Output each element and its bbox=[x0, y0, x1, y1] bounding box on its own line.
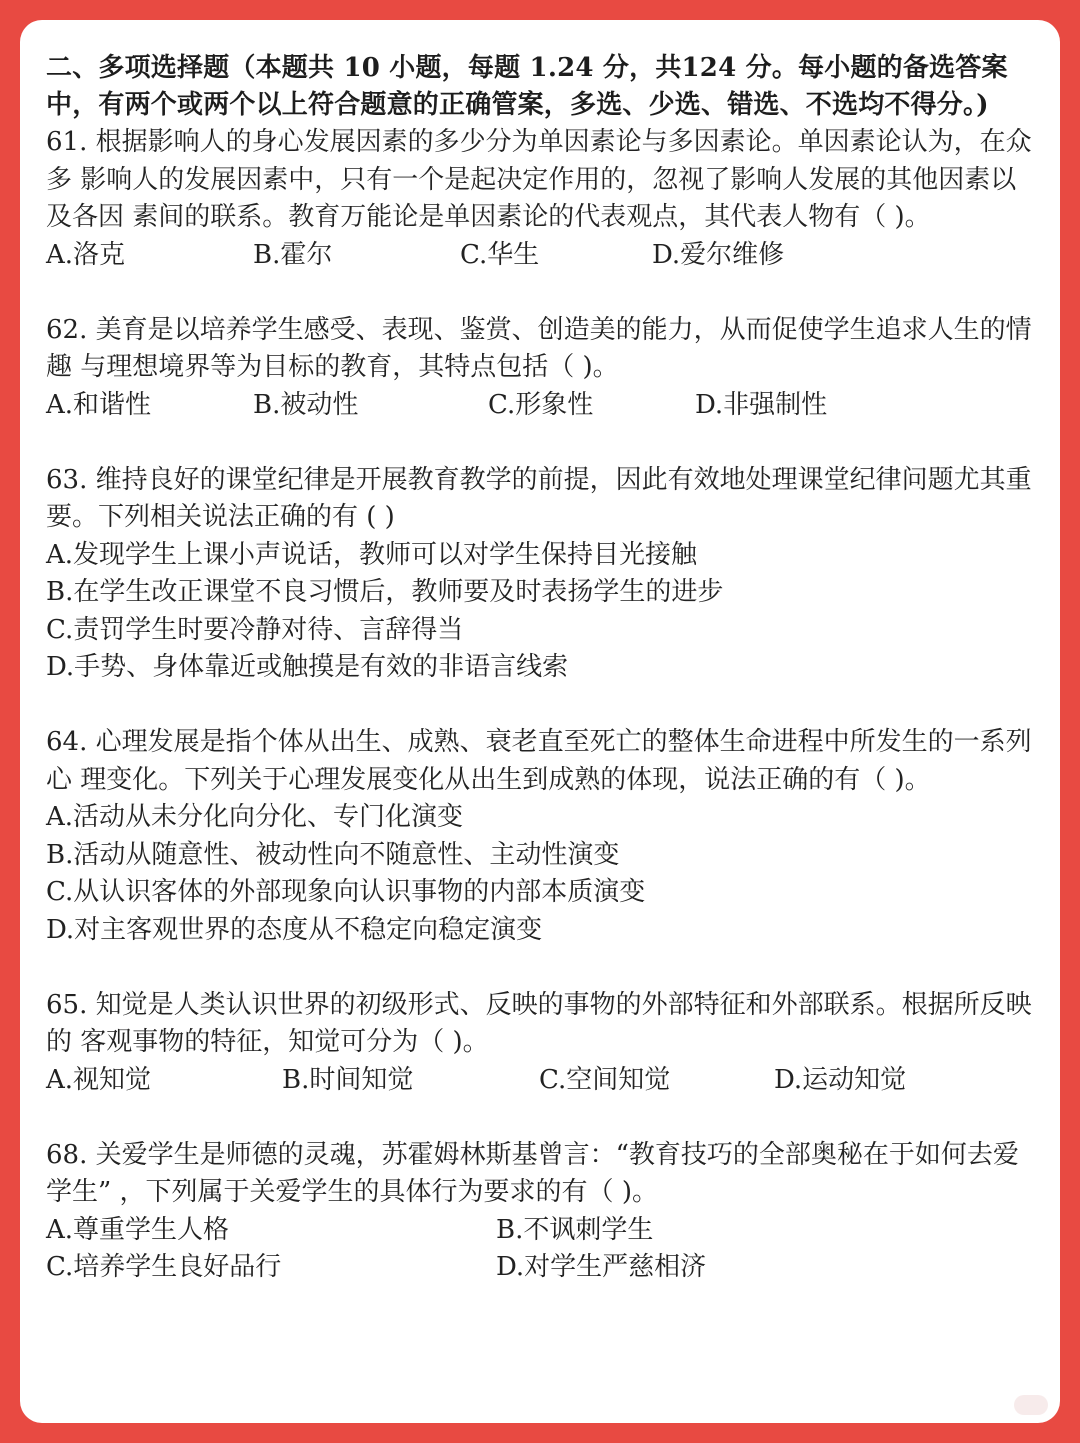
question-stem: 61. 根据影响人的身心发展因素的多少分为单因素论与多因素论。单因素论认为，在众多 影响人的发展因素中，只有一个是起决定作用的，忽视了影响人发展的其他因素以及各因 素间的联系。教育万能论是单因素论的代表观点，其代表人物有（ )。 bbox=[46, 127, 1032, 232]
option-a: A.洛克 bbox=[46, 239, 126, 270]
option-d: D.对学生严慈相济 bbox=[496, 1252, 707, 1282]
option-a: A.发现学生上课小声说话，教师可以对学生保持目光接触 bbox=[46, 539, 698, 570]
option-b: B.霍尔 bbox=[253, 239, 333, 270]
options-list bbox=[46, 799, 1034, 949]
option-a: A.活动从未分化向分化、专门化演变 bbox=[46, 802, 464, 832]
question-68 bbox=[46, 1137, 1034, 1287]
spacer bbox=[46, 687, 1034, 725]
question-64 bbox=[46, 724, 1034, 949]
option-c: C.责罚学生时要冷静对待、言辞得当 bbox=[46, 614, 464, 645]
options-row bbox=[46, 237, 1034, 275]
spacer bbox=[46, 424, 1034, 462]
question-stem: 64. 心理发展是指个体从出生、成熟、衰老直至死亡的整体生命进程中所发生的一系列心 理变化。下列关于心理发展变化从出生到成熟的体现，说法正确的有（ )。 bbox=[46, 727, 1032, 795]
question-stem: 63. 维持良好的课堂纪律是开展教育教学的前提，因此有效地处理课堂纪律问题尤其重 要。下列相关说法正确的有 ( ) bbox=[46, 464, 1032, 532]
question-stem: 65. 知觉是人类认识世界的初级形式、反映的事物的外部特征和外部联系。根据所反映的 客观事物的特征，知觉可分为（ )。 bbox=[46, 989, 1032, 1057]
options-list bbox=[46, 537, 1034, 687]
option-d: D.爱尔维修 bbox=[652, 239, 785, 270]
option-c: C.华生 bbox=[460, 239, 540, 270]
option-c: C.从认识客体的外部现象向认识事物的内部本质演变 bbox=[46, 877, 646, 907]
option-b: B.被动性 bbox=[253, 389, 359, 420]
question-65 bbox=[46, 987, 1034, 1100]
spacer bbox=[46, 274, 1034, 312]
option-a: A.视知觉 bbox=[46, 1064, 152, 1095]
option-a: A.尊重学生人格 bbox=[46, 1214, 230, 1245]
option-b: B.在学生改正课堂不良习惯后，教师要及时表扬学生的进步 bbox=[46, 577, 724, 607]
option-b: B.活动从随意性、被动性向不随意性、主动性演变 bbox=[46, 839, 620, 870]
option-d: D.手势、身体靠近或触摸是有效的非语言线索 bbox=[46, 652, 569, 682]
question-63 bbox=[46, 462, 1034, 687]
section-header: 二、多项选择题（本题共 10 小题，每题 1.24 分，共124 分。每小题的备选答案中，有两个或两个以上符合题意的正确管案，多选、少选、错选、不选均不得分。) bbox=[46, 53, 1008, 120]
option-b: B.不讽刺学生 bbox=[496, 1214, 654, 1245]
watermark-logo bbox=[1014, 1395, 1048, 1415]
options-row bbox=[46, 1062, 1034, 1100]
option-c: C.培养学生良好品行 bbox=[46, 1252, 282, 1282]
option-c: C.空间知觉 bbox=[539, 1064, 671, 1095]
options-grid bbox=[46, 1212, 1034, 1287]
question-62 bbox=[46, 312, 1034, 425]
question-stem: 62. 美育是以培养学生感受、表现、鉴赏、创造美的能力，从而促使学生追求人生的情趣 与理想境界等为目标的教育，其特点包括（ )。 bbox=[46, 314, 1032, 382]
question-stem: 68. 关爱学生是师德的灵魂，苏霍姆林斯基曾言：“教育技巧的全部奥秘在于如何去爱学生” ，下列属于关爱学生的具体行为要求的有（ )。 bbox=[46, 1139, 1019, 1207]
question-card bbox=[20, 20, 1060, 1423]
option-d: D.对主客观世界的态度从不稳定向稳定演变 bbox=[46, 914, 543, 945]
option-d: D.运动知觉 bbox=[774, 1064, 907, 1095]
option-c: C.形象性 bbox=[488, 389, 594, 420]
option-d: D.非强制性 bbox=[695, 389, 828, 420]
question-61 bbox=[46, 124, 1034, 274]
spacer bbox=[46, 949, 1034, 987]
option-b: B.时间知觉 bbox=[282, 1064, 414, 1095]
spacer bbox=[46, 1099, 1034, 1137]
option-a: A.和谐性 bbox=[46, 389, 152, 420]
options-row bbox=[46, 387, 1034, 425]
